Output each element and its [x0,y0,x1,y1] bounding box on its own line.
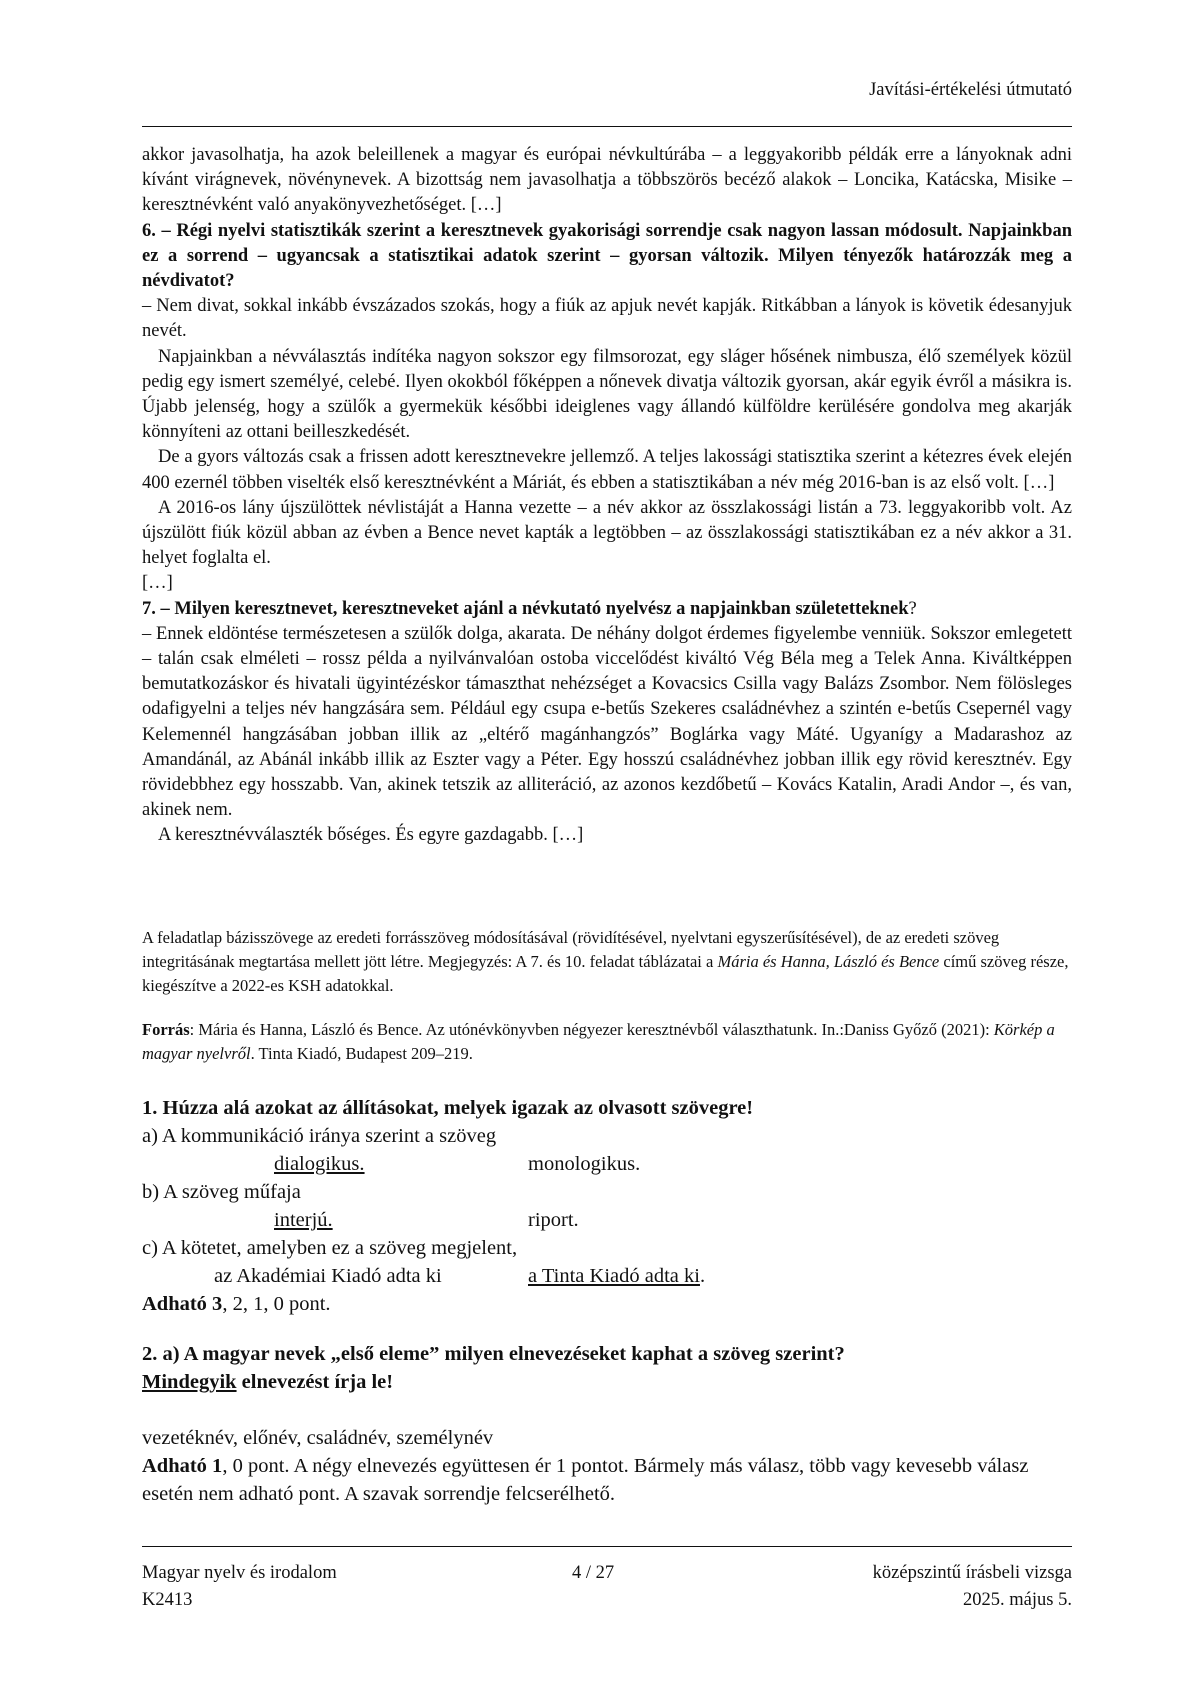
paragraph: Napjainkban a névválasztás indítéka nagyon sokszor egy filmsorozat, egy sláger hősének nimbusza, élő személyek közül pedig egy ismert személyé, celebé. Ilyen okokból főképpen a nőnevek divatja változik gyorsan, akár egyik évről a másikra is. Újabb jelenség, hogy a szülők a gyermekük későbbi ideiglenes vagy állandó külföldre kerülésére gondolva meg akarják könnyíteni az ottani beilleszkedését. [142,346,1072,443]
task-1-title: 1. Húzza alá azokat az állításokat, melyek igazak az olvasott szövegre! [142,1097,754,1119]
source-citation [142,1018,1072,1066]
task-2-title: 2. a) A magyar nevek „első eleme” milyen elnevezéseket kaphat a szöveg szerint? [142,1343,845,1365]
header-divider [142,126,1072,127]
footer-divider [142,1546,1072,1547]
source-label: Forrás [142,1020,190,1039]
paragraph: akkor javasolhatja, ha azok beleillenek a magyar és európai névkultúrába – a leggyakoribb példák erre a lányoknak adni kívánt virágnevek, növénynevek. A bizottság nem javasolhatja a többszörös becéző alakok – Loncika, Katácska, Misike – keresztnévként való anyakönyvezhetőséget. […] [142,145,1072,216]
question-6-text: 6. – Régi nyelvi statisztikák szerint a keresztnevek gyakorisági sorrendje csak nagyon lassan módosult. Napjainkban ez a sorrend – ugyancsak a statisztikai adatok szerint – gyorsan változik. Milyen tényezők határozzák meg a névdivatot? [142,220,1072,292]
task-2-points-label: Adható 1 [142,1455,223,1477]
footer-code: K2413 [142,1590,193,1610]
question-6 [142,219,1072,295]
note-text-end: című szöveg része, kiegészítve a 2022-es KSH adatokkal. [142,952,1069,995]
task-1 [142,1094,1072,1318]
source-book-title: Körkép a magyar nyelvről [142,1020,1055,1063]
task-1c-period: . [699,1265,706,1287]
task-2-instruction-rest: elnevezést írja le! [236,1371,394,1393]
paragraph: – Ennek eldöntése természetesen a szülők dolga, akarata. De néhány dolgot érdemes figyelembe venniük. Sokszor emlegetett – talán csak elméleti – rossz példa a nyilvánvalóan ostoba viccelődést kiváltó Vég Béla meg a Telek Anna. Kiváltképpen bemutatkozáskor és hivatali ügyintézéskor támaszthat nehézséget a Kovacsics Csilla vagy Balázs Zsombor. Nem fölösleges odafigyelni a teljes név hangzására sem. Például egy csupa e-betűs Szekeres családnévhez a szintén e-betűs Csepernél vagy Kelemennél hangzásában jobban illik az „eltérő magánhangzós” Boglárka vagy Máté. Ugyanígy a Madarashoz az Amandánál, az Abánál inkább illik az Eszter vagy a Péter. Egy hosszú családnévhez jobban illik egy rövid keresztnév. Egy rövidebbhez egy hosszabb. Van, akinek tetszik az alliteráció, az azonos kezdőbetű – Kovács Katalin, Aradi Andor –, és van, akinek nem. [142,623,1072,821]
task-1b-option-riport: riport. [528,1209,579,1231]
question-7 [142,597,1072,622]
task-2-answer: vezetéknév, előnév, családnév, személynév [142,1427,494,1449]
footer-subject: Magyar nyelv és irodalom [142,1563,337,1583]
task-1c-label: c) A kötetet, amelyben ez a szöveg megjelent, [142,1237,518,1259]
task-1b-label: b) A szöveg műfaja [142,1181,301,1203]
task-1a-option-monologikus: monologikus. [528,1153,641,1175]
task-1a-option-dialogikus: dialogikus. [274,1153,365,1175]
task-1c-option-akademiai: az Akadémiai Kiadó adta ki [214,1265,442,1287]
task-2-points: , 0 pont. A négy elnevezés együttesen ér 1 pontot. Bármely más válasz, több vagy kevesebb válasz esetén nem adható pont. A szavak sorrendje felcserélhető. [142,1455,1029,1505]
task-1c-option-tinta: a Tinta Kiadó adta ki [528,1265,700,1287]
question-7-text: 7. – Milyen keresztnevet, keresztneveket ajánl a névkutató nyelvész a napjainkban születetteknek [142,598,909,619]
paragraph: A keresztnévválaszték bőséges. És egyre gazdagabb. […] [158,825,584,846]
paragraph: – Nem divat, sokkal inkább évszázados szokás, hogy a fiúk az apjuk nevét kapják. Ritkábban a lányok is követik édesanyjuk nevét. [142,296,1072,342]
page-number: 4 / 27 [572,1563,615,1583]
task-1-points-label: Adható 3 [142,1293,223,1315]
question-7-mark: ? [908,598,917,619]
ellipsis: […] [142,573,173,594]
page-header: Javítási-értékelési útmutató [869,80,1072,100]
task-1b-option-interju: interjú. [274,1209,333,1231]
footer-date: 2025. május 5. [963,1590,1072,1610]
source-text-end: . Tinta Kiadó, Budapest 209–219. [250,1044,473,1063]
source-note [142,926,1072,998]
interview-text [142,143,1072,849]
task-1-points: , 2, 1, 0 pont. [222,1293,331,1315]
task-2-instruction [142,1368,1072,1396]
footer-exam: középszintű írásbeli vizsga [872,1563,1072,1583]
note-title-italic: Mária és Hanna, László és Bence [717,952,940,971]
task-2-instruction-emphasis: Mindegyik [142,1371,237,1393]
paragraph: De a gyors változás csak a frissen adott keresztnevekre jellemző. A teljes lakossági statisztika szerint a kétezres évek elején 400 ezernél többen viselték első keresztnévként a Máriát, és ebben a statisztikában a név még 2016-ban is az első volt. […] [142,447,1072,493]
note-text: A feladatlap bázisszövege az eredeti forrásszöveg módosításával (rövidítésével, nyelvtani egyszerűsítésével), de az eredeti szöveg integritásának megtartása mellett jött létre. Megjegyzés: A 7. és 10. feladat táblázatai a [142,928,1000,971]
source-text: : Mária és Hanna, László és Bence. Az utónévkönyvben négyezer keresztnévből választhatunk. In.:Daniss Győző (2021): [189,1020,994,1039]
task-2 [142,1340,1072,1508]
paragraph: A 2016-os lány újszülöttek névlistáját a Hanna vezette – a név akkor az összlakossági listán a 73. leggyakoribb volt. Az újszülött fiúk közül abban az évben a Bence nevet kapták a legtöbben – az összlakossági statisztikában ez a név akkor a 31. helyet foglalta el. [142,497,1072,569]
task-1a-label: a) A kommunikáció iránya szerint a szöveg [142,1125,497,1147]
